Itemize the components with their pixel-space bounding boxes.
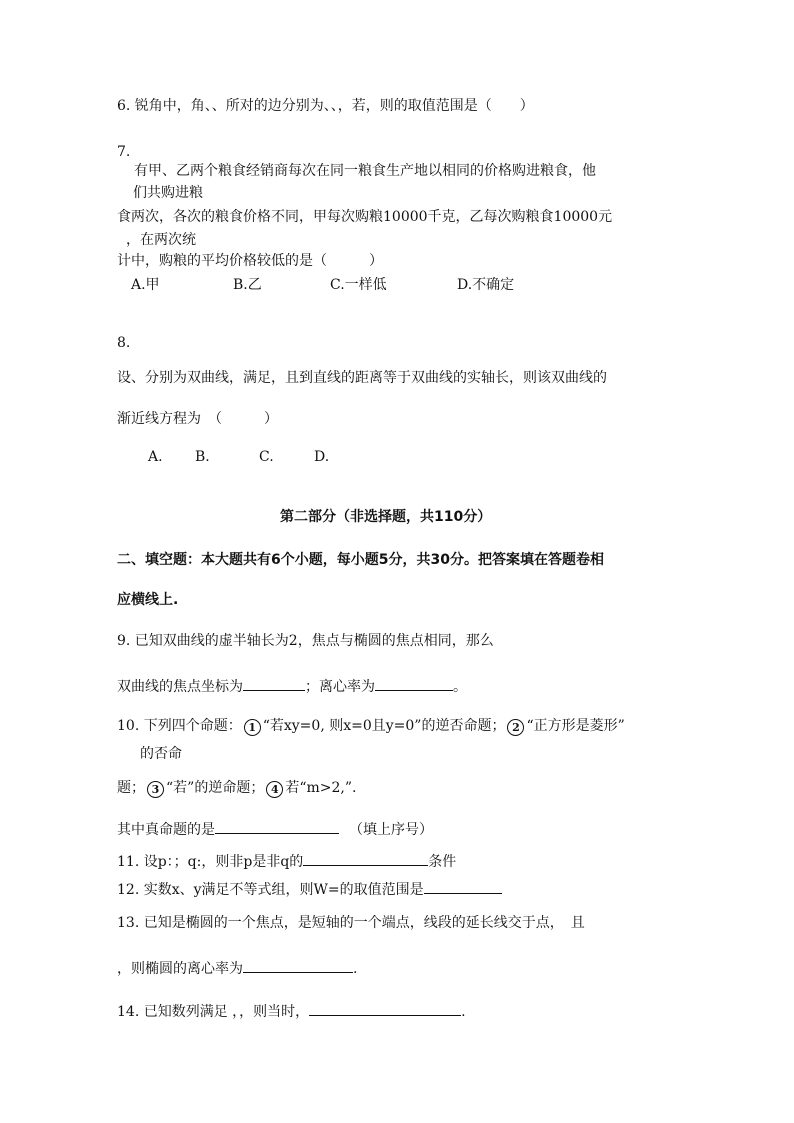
q10-text: 若“m>2,”.	[285, 780, 357, 796]
answer-blank[interactable]	[215, 819, 339, 834]
question-12-line	[117, 879, 502, 899]
answer-blank[interactable]	[303, 851, 428, 866]
answer-blank[interactable]	[375, 676, 453, 691]
q9-text: 。	[453, 679, 467, 695]
q11-text: 11. 设p：；q:，则非p是非q的	[117, 854, 304, 870]
question-7-number: 7.	[117, 144, 131, 160]
question-10-line	[117, 779, 356, 798]
option-d: D.不确定	[457, 277, 515, 293]
q11-text: 条件	[428, 854, 457, 870]
part-two-title: 第二部分（非选择题，共110分）	[280, 509, 492, 525]
q10-text: 题；	[117, 780, 145, 796]
circled-number: 4	[266, 781, 283, 798]
q10-text: 10. 下列四个命题：	[117, 718, 242, 734]
q14-text: .	[461, 1004, 466, 1020]
q9-text: 双曲线的焦点坐标为	[117, 679, 243, 695]
q14-text: 14. 已知数列满足 ，，则当时，	[117, 1004, 310, 1020]
circled-number: 3	[147, 781, 164, 798]
question-7-line: 有甲、乙两个粮食经销商每次在同一粮食生产地以相同的价格购进粮食，他	[134, 163, 596, 179]
question-10-line: 的否命	[140, 746, 182, 762]
q9-text: ；离心率为	[305, 679, 375, 695]
q10-text: “若”的逆命题；	[166, 780, 265, 796]
q12-text: 12. 实数x、y满足不等式组，则W=的取值范围是	[117, 882, 424, 898]
question-13-line	[117, 958, 357, 978]
section-heading: 应横线上.	[117, 592, 179, 608]
option-b: B.	[195, 449, 210, 465]
question-7-line: 们共购进粮	[133, 185, 203, 201]
question-8-line: 设、分别为双曲线，满足，且到直线的距离等于双曲线的实轴长，则该双曲线的	[117, 370, 607, 386]
option-a: A.	[148, 449, 163, 465]
option-c: C.一样低	[330, 277, 387, 293]
question-10-line	[117, 819, 433, 839]
circled-number: 1	[244, 719, 261, 736]
option-a: A.甲	[131, 277, 160, 293]
question-10-line	[117, 717, 625, 736]
question-9-line: 9. 已知双曲线的虚半轴长为2，焦点与椭圆的焦点相同，那么	[117, 633, 494, 649]
answer-blank[interactable]	[424, 879, 502, 894]
question-7-line: 计中，购粮的平均价格较低的是（ ）	[117, 253, 383, 269]
question-14-line	[117, 1001, 466, 1021]
answer-blank[interactable]	[243, 676, 305, 691]
question-8-line: 渐近线方程为 （ ）	[117, 411, 278, 427]
q13-text: ，则椭圆的离心率为	[117, 961, 243, 977]
option-c: C.	[259, 449, 274, 465]
question-7-line: ，在两次统	[126, 232, 196, 248]
answer-blank[interactable]	[309, 1001, 461, 1016]
section-heading: 二、填空题：本大题共有6个小题，每小题5分，共30分。把答案填在答题卷相	[117, 552, 604, 568]
option-d: D.	[314, 449, 330, 465]
q13-text: .	[353, 961, 358, 977]
answer-blank[interactable]	[243, 958, 353, 973]
circled-number: 2	[507, 719, 524, 736]
question-6: 6. 锐角中，角、、所对的边分别为、、，若，则的取值范围是（ ）	[117, 98, 534, 114]
question-7-line: 食两次，各次的粮食价格不同，甲每次购粮10000千克，乙每次购粮食10000元	[117, 209, 613, 225]
q10-text: “正方形是菱形”	[526, 718, 625, 734]
question-13-line: 13. 已知是椭圆的一个焦点，是短轴的一个端点，线段的延长线交于点， 且	[117, 915, 585, 931]
q10-text: （填上序号）	[349, 822, 433, 838]
question-9-line	[117, 676, 467, 696]
q10-text: “若xy=0, 则x=0且y=0”的逆否命题；	[262, 718, 506, 734]
option-b: B.乙	[233, 277, 262, 293]
question-11-line	[117, 851, 456, 871]
question-8-number: 8.	[117, 335, 131, 351]
q10-text: 其中真命题的是	[117, 822, 215, 838]
